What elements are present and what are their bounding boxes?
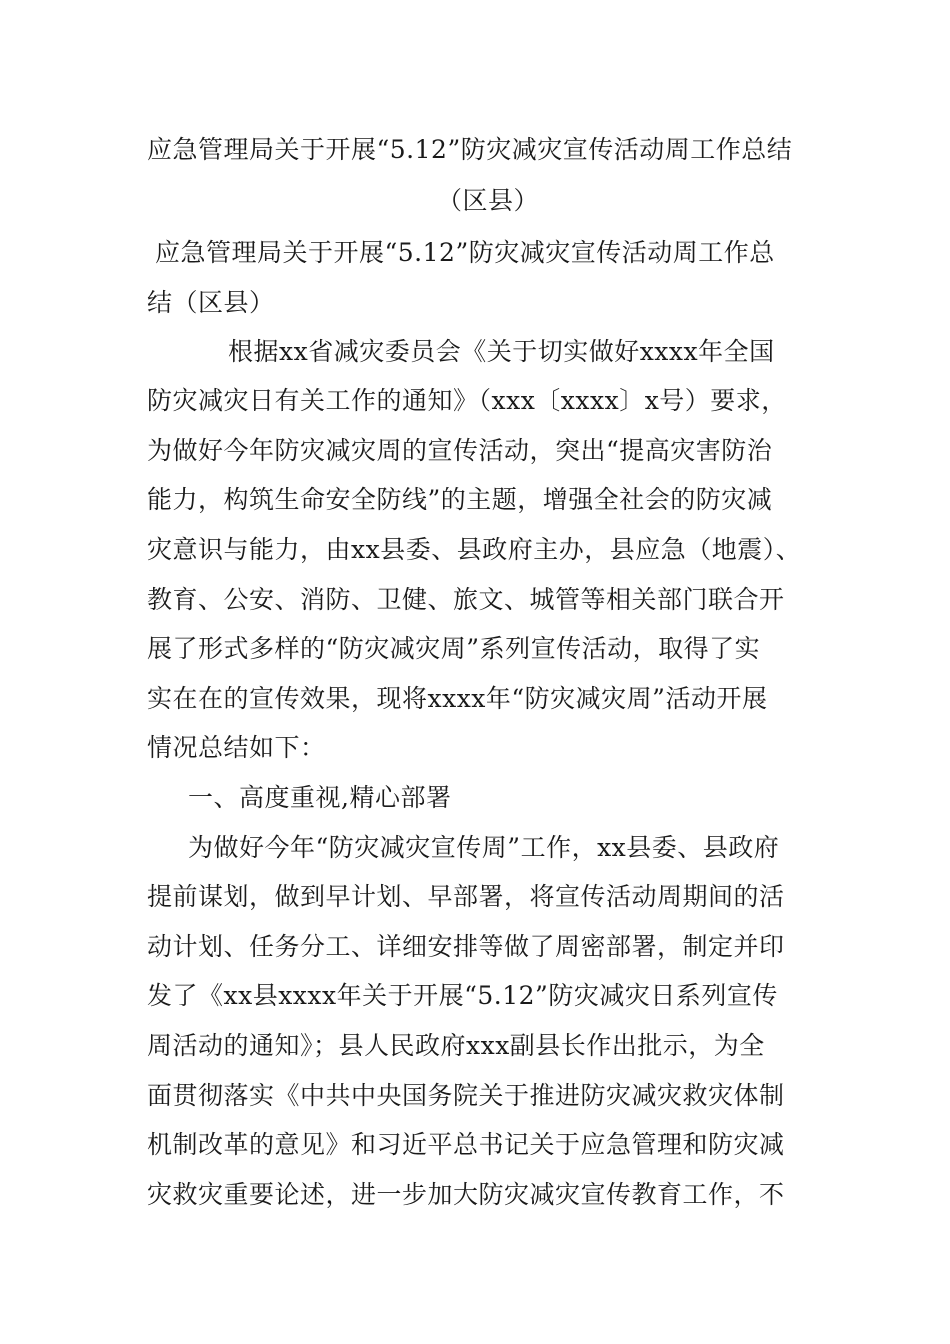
- intro-line: 能力，构筑生命安全防线”的主题，增强全社会的防灾减: [147, 485, 773, 514]
- title-line-1: 应急管理局关于开展“5.12”防灾减灾宣传活动周工作总结: [147, 135, 793, 164]
- subtitle-line-1: 应急管理局关于开展“5.12”防灾减灾宣传活动周工作总: [155, 238, 775, 267]
- section-body-line: 为做好今年“防灾减灾宣传周”工作，xx县委、县政府: [188, 833, 780, 862]
- title-line-2: （区县）: [437, 186, 540, 215]
- section-body-line: 发了《xx县xxxx年关于开展“5.12”防灾减灾日系列宣传: [147, 981, 778, 1010]
- intro-line: 灾意识与能力，由xx县委、县政府主办，县应急（地震）、: [147, 535, 802, 564]
- section-body-line: 动计划、任务分工、详细安排等做了周密部署，制定并印: [147, 932, 785, 961]
- intro-line: 实在在的宣传效果，现将xxxx年“防灾减灾周”活动开展: [147, 684, 768, 713]
- intro-line: 情况总结如下：: [147, 733, 326, 762]
- section-body-line: 提前谋划，做到早计划、早部署，将宣传活动周期间的活: [147, 882, 785, 911]
- intro-line: 展了形式多样的“防灾减灾周”系列宣传活动，取得了实: [147, 634, 761, 663]
- section-heading: 一、高度重视,精心部署: [188, 783, 452, 812]
- intro-line: 根据xx省减灾委员会《关于切实做好xxxx年全国: [228, 337, 775, 366]
- section-body-line: 灾救灾重要论述，进一步加大防灾减灾宣传教育工作，不: [147, 1180, 785, 1209]
- section-body-line: 周活动的通知》；县人民政府xxx副县长作出批示，为全: [147, 1031, 765, 1060]
- intro-line: 教育、公安、消防、卫健、旅文、城管等相关部门联合开: [147, 585, 785, 614]
- subtitle-line-2: 结（区县）: [147, 288, 275, 317]
- section-body-line: 机制改革的意见》和习近平总书记关于应急管理和防灾减: [147, 1130, 785, 1159]
- section-body-line: 面贯彻落实《中共中央国务院关于推进防灾减灾救灾体制: [147, 1081, 785, 1110]
- intro-line: 为做好今年防灾减灾周的宣传活动，突出“提高灾害防治: [147, 436, 773, 465]
- intro-line: 防灾减灾日有关工作的通知》（xxx〔xxxx〕x号）要求，: [147, 386, 787, 415]
